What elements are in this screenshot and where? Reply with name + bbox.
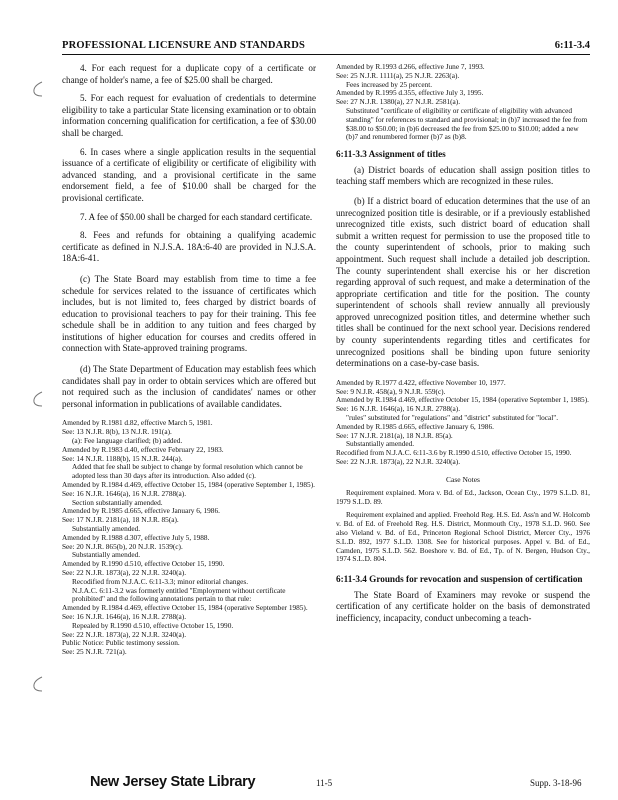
history-line: Fees increased by 25 percent. [346, 79, 433, 89]
running-header [62, 40, 590, 55]
history-line: Amended by R.1984 d.469, effective October 15, 1984 (operative September 1, 1985). [336, 395, 589, 405]
history-line: N.J.A.C. 6:11-3.2 was formerly entitled "Employment without certificate prohibited" and the following annotations pertain to that rule: [72, 585, 286, 604]
history-line: See: 17 N.J.R. 2181(a), 18 N.J.R. 85(a). [336, 430, 453, 440]
fee-item-5: 5. For each request for evaluation of credentials to determine eligibility to take a particular State licensing examination or to obtain information concerning qualification for certification, a fee of $30.00 shall be charged. [62, 93, 316, 138]
history-line: Added that fee shall be subject to change by formal resolution which cannot be adopted less than 30 days after its introduction. Also added (c). [72, 462, 303, 481]
history-line: Amended by R.1995 d.355, effective July 3, 1995. [336, 88, 484, 98]
history-line: See: 22 N.J.R. 1873(a), 22 N.J.R. 3240(a). [336, 457, 461, 467]
history-line: Public Notice: Public testimony session. [62, 638, 180, 648]
right-column [336, 63, 590, 625]
history-line: Amended by R.1984 d.469, effective October 15, 1984 (operative September 1, 1985). [62, 480, 315, 490]
fee-item-4: 4. For each request for a duplicate copy of a certificate or change of holder's name, a fee of $25.00 shall be charged. [62, 63, 316, 85]
fee-item-8: 8. Fees and refunds for obtaining a qualifying academic certificate as defined in N.J.S.A. 18A:6-40 are provided in N.J.S.A. 18A:6-41. [62, 230, 316, 264]
history-line: Recodified from N.J.A.C. 6:11-3.3; minor editorial changes. [72, 576, 249, 586]
history-line: See: 9 N.J.R. 458(a), 9 N.J.R. 559(c). [336, 386, 446, 396]
history-line: Amended by R.1988 d.307, effective July 5, 1988. [62, 532, 210, 542]
history-line: Amended by R.1993 d.266, effective June 7, 1993. [336, 62, 485, 71]
binder-hole-mark [30, 675, 46, 693]
binder-hole-mark [30, 390, 46, 408]
history-line: See: 16 N.J.R. 1646(a), 16 N.J.R. 2788(a). [62, 488, 187, 498]
fee-item-6: 6. In cases where a single application results in the sequential issuance of a certificate of eligibility or certificate of eligibility with advanced standing, and a provisional certificate in the same endorsement field, a fee of $10.00 shall be charged for the provisional certificate. [62, 146, 316, 203]
section-heading-3-3: 6:11-3.3 Assignment of titles [336, 149, 446, 160]
history-line: Amended by R.1990 d.510, effective October 15, 1990. [62, 559, 225, 569]
history-line: (a): Fee language clarified; (b) added. [72, 436, 183, 446]
fee-item-7: 7. A fee of $50.00 shall be charged for each standard certificate. [80, 211, 313, 222]
case-note: Requirement explained and applied. Freehold Reg. H.S. Ed. Ass'n and W. Holcomb v. Bd. of Ed. of Freehold Reg. H.S. District, Monmouth Cty., 1978 S.L.D. 960. See also Vieland v. Bd. of Ed., Princeton Regional School District, Mercer Cty., 1976 S.L.D. 892, 1977 S.L.D. 1308. See for historical purposes. Appel v. Bd. of Ed., Camden, 1975 S.L.D. 562. Boeshore v. Bd. of Ed., Tp. of N. Bergen, Hudson Cty., 1974 S.L.D. 804. [336, 510, 590, 564]
history-line: Substantially amended. [72, 550, 141, 560]
history-line: See: 25 N.J.R. 1111(a), 25 N.J.R. 2263(a). [336, 70, 460, 80]
history-line: See: 16 N.J.R. 1646(a), 16 N.J.R. 2788(a). [336, 404, 461, 414]
header-section-number: 6:11-3.4 [554, 40, 590, 51]
paragraph-d: (d) The State Department of Education may establish fees which candidates shall pay in order to obtain services which are offered but not required such as the inclusion of candidates' names or other personal information in publications of available candidates. [62, 364, 316, 409]
history-line: See: 20 N.J.R. 865(b), 20 N.J.R. 1539(c). [62, 541, 183, 551]
supplement-date: Supp. 3-18-96 [530, 778, 582, 788]
header-title: PROFESSIONAL LICENSURE AND STANDARDS [62, 40, 306, 51]
history-notes [62, 419, 316, 657]
section-3-3-a: (a) District boards of education shall assign position titles to teaching staff members which are recognized in these rules. [336, 164, 590, 187]
section-heading-3-4: 6:11-3.4 Grounds for revocation and suspension of certification [336, 574, 583, 585]
section-3-4-text: The State Board of Examiners may revoke or suspend the certification of any certificate holder on the basis of demonstrated inefficiency, incapacity, conduct unbecoming a teach- [336, 589, 590, 623]
history-line: Repealed by R.1990 d.510, effective October 15, 1990. [72, 620, 234, 630]
history-line: See: 17 N.J.R. 2181(a), 18 N.J.R. 85(a). [62, 515, 179, 525]
section-3-3-b: (b) If a district board of education determines that the use of an unrecognized position title is desirable, or if a previously established unrecognized title exists, such district board of education shall submit a written request for permission to use the proposed title to the county superintendent of schools, prior to making such appointment. Such request shall include a detailed job description. The county superintendent shall exercise his or her discretion regarding approval of such request, and make a determination of the appropriate certification and title for the position. The county superintendent of schools shall review annually all previously approved unrecognized position titles, and determine whether such titles shall be continued for the next school year. Decisions rendered by county superintendents regarding titles and certificates for unrecognized positions shall be binding upon future seniority determinations on a case-by-case basis. [336, 195, 590, 369]
history-line: Amended by R.1977 d.422, effective November 10, 1977. [336, 377, 506, 387]
left-column [62, 63, 316, 657]
history-line: Substantially amended. [72, 524, 141, 533]
paragraph-c: (c) The State Board may establish from time to time a fee schedule for services related to the issuance of certificates which includes, but is not limited to, fees charged by district boards of education to provisional teachers to pay for their training. This fee schedule shall be in addition to any tuition and fees charged by institutions of higher education for courses and credits offered in connection with State-approved training programs. [62, 273, 316, 354]
library-stamp: New Jersey State Library [90, 774, 256, 790]
binder-hole-mark [30, 80, 46, 98]
history-line: Amended by R.1983 d.40, effective February 22, 1983. [62, 444, 224, 454]
case-notes-heading: Case Notes [446, 474, 480, 484]
history-notes-3-3 [336, 379, 590, 467]
history-line: Amended by R.1985 d.665, effective January 6, 1986. [336, 421, 494, 431]
history-line: Amended by R.1981 d.82, effective March 5, 1981. [62, 418, 213, 428]
history-line: Amended by R.1985 d.665, effective January 6, 1986. [62, 506, 220, 516]
history-line: "rules" substituted for "regulations" and "district" substituted for "local". [346, 413, 559, 423]
history-line: See: 14 N.J.R. 1188(b), 15 N.J.R. 244(a). [62, 453, 183, 463]
history-line: See: 13 N.J.R. 8(b), 13 N.J.R. 191(a). [62, 427, 172, 437]
history-line: See: 22 N.J.R. 1873(a), 22 N.J.R. 3240(a). [62, 629, 187, 639]
history-line: Substantially amended. [346, 439, 415, 449]
history-line: Amended by R.1984 d.469, effective October 15, 1984 (operative September 1985). [62, 603, 308, 613]
history-notes-top [336, 63, 590, 142]
case-note: Requirement explained. Mora v. Bd. of Ed., Jackson, Ocean Cty., 1979 S.L.D. 81, 1979 S.L.D. 89. [336, 487, 590, 506]
history-line: Recodified from N.J.A.C. 6:11-3.6 by R.1990 d.510, effective October 15, 1990. [336, 448, 572, 458]
history-line: See: 16 N.J.R. 1646(a), 16 N.J.R. 2788(a). [62, 611, 187, 621]
page-footer [0, 774, 618, 794]
history-line: See: 22 N.J.R. 1873(a), 22 N.J.R. 3240(a). [62, 567, 187, 577]
history-line: See: 25 N.J.R. 721(a). [62, 647, 127, 657]
history-line: Substituted "certificate of eligibility or certificate of eligibility with advanced standing" for references to standard and provisional; in (b)7 increased the fee from $38.00 to $50.00; in (b)6 decreased the fee from $25.00 to $10.00; added a new (b)7 and renumbered former (b)7 as (b)8. [346, 105, 588, 142]
page-number: 11-5 [316, 778, 333, 788]
history-line: Section substantially amended. [72, 497, 163, 507]
history-line: See: 27 N.J.R. 1380(a), 27 N.J.R. 2581(a). [336, 97, 461, 107]
